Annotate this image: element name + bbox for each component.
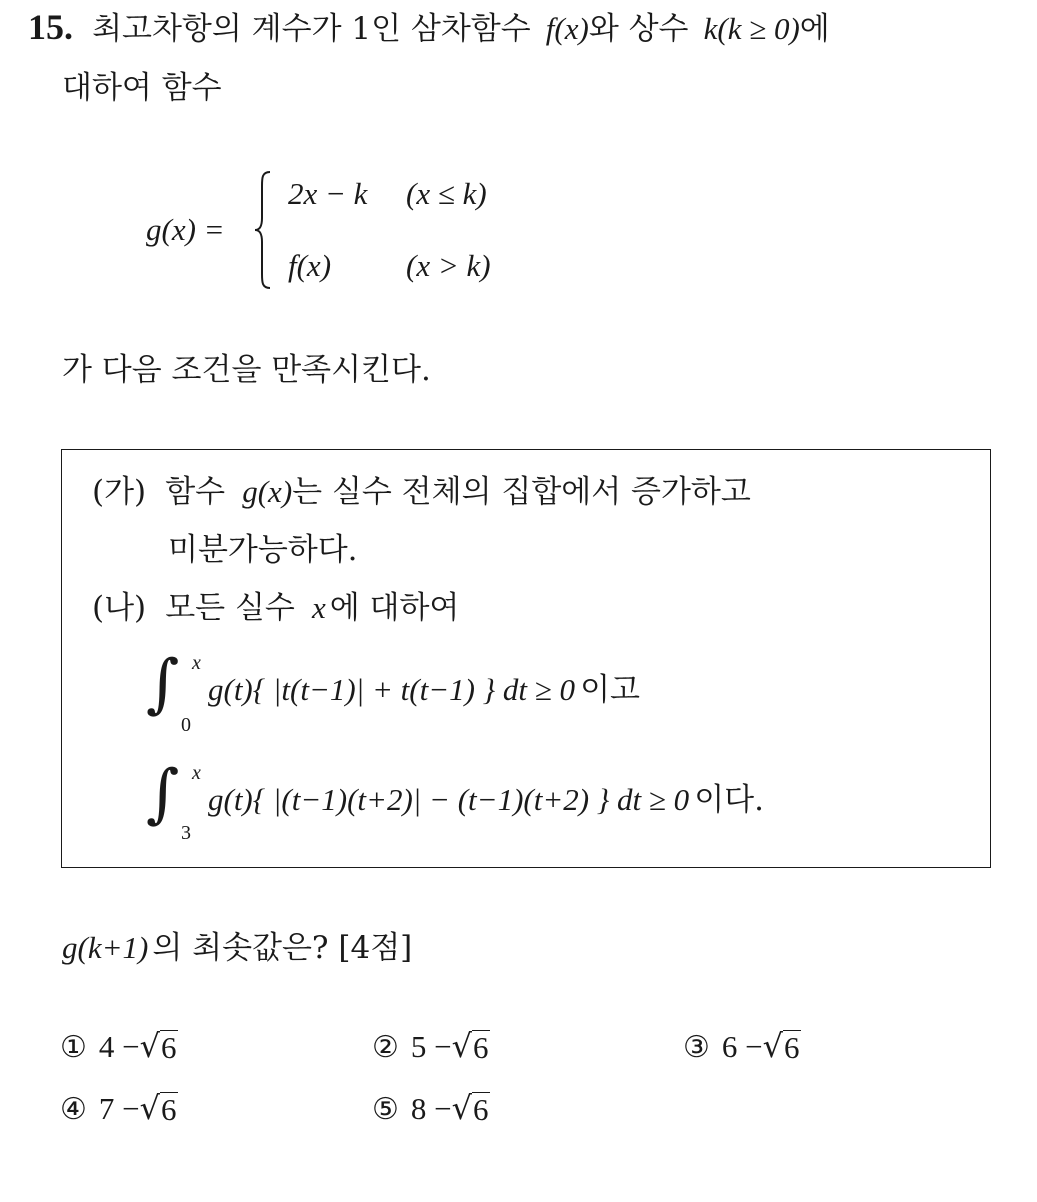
intro-line-2: 대하여 함수 [62, 70, 222, 106]
question-number: 15. [28, 7, 73, 47]
option-5-radicand: 6 [473, 1092, 489, 1127]
option-1-radicand: 6 [161, 1030, 177, 1065]
intro-text-a: 최고차항의 계수가 1인 삼차함수 [92, 11, 531, 47]
integral-1-tail: 이고 [580, 672, 640, 708]
condition-a-g-expression: g(x) [242, 474, 293, 509]
radical-icon: √ [139, 1027, 161, 1065]
integral-2-upper-limit: x [192, 762, 201, 784]
integral-2-body: g(t){ |(t−1)(t+2)| − (t−1)(t+2) } dt ≥ 0 [208, 782, 690, 817]
option-5-marker: ⑤ [372, 1092, 399, 1127]
option-1-prefix: 4 − [98, 1029, 140, 1064]
option-2-prefix: 5 − [410, 1029, 452, 1064]
option-1[interactable] [60, 1026, 178, 1068]
condition-b-text-1: 모든 실수 [165, 590, 295, 626]
question-line-1 [28, 6, 830, 49]
option-1-marker: ① [60, 1030, 87, 1065]
piecewise-row1-condition: (x ≤ k) [406, 176, 487, 211]
option-4-radicand: 6 [161, 1092, 177, 1127]
option-2-sqrt [452, 1026, 490, 1066]
condition-b-x-variable: x [311, 590, 326, 625]
option-4-sqrt [140, 1088, 178, 1128]
option-2[interactable] [372, 1026, 490, 1068]
intro-k-expression: k(k ≥ 0) [703, 11, 800, 46]
piecewise-definition [146, 168, 566, 292]
intro-f-expression: f(x) [545, 11, 589, 46]
option-1-sqrt [140, 1026, 178, 1066]
option-3[interactable] [683, 1026, 801, 1068]
option-2-radicand: 6 [473, 1030, 489, 1065]
radical-icon: √ [762, 1027, 784, 1065]
condition-b-text-2: 에 대하여 [329, 590, 460, 626]
condition-a-text-2: 는 실수 전체의 집합에서 증가하고 [292, 474, 751, 510]
integral-sign-1-icon: ∫ [146, 647, 180, 721]
integral-2-line [208, 780, 764, 820]
condition-b-label: (나) [92, 590, 147, 626]
ask-text: 의 최솟값은? [4점] [152, 930, 413, 966]
integral-1-body: g(t){ |t(t−1)| + t(t−1) } dt ≥ 0 [208, 672, 575, 707]
condition-a-text-1: 함수 [165, 474, 226, 510]
left-brace-icon [252, 170, 274, 290]
option-3-radicand: 6 [784, 1030, 800, 1065]
option-5-prefix: 8 − [410, 1091, 452, 1126]
piecewise-row2-expression: f(x) [288, 248, 332, 283]
option-3-prefix: 6 − [721, 1029, 763, 1064]
radical-icon: √ [139, 1089, 161, 1127]
condition-b-line-1 [92, 588, 459, 628]
option-4-marker: ④ [60, 1092, 87, 1127]
option-2-marker: ② [372, 1030, 399, 1065]
condition-a-label: (가) [92, 474, 147, 510]
after-piecewise-text: 가 다음 조건을 만족시킨다. [62, 352, 431, 388]
integral-1-lower-limit: 0 [181, 714, 191, 736]
ask-expression: g(k+1) [62, 930, 149, 965]
integral-1-upper-limit: x [192, 652, 201, 674]
intro-text-b: 와 상수 [588, 11, 689, 47]
intro-text-c: 에 [799, 11, 830, 47]
option-4[interactable] [60, 1088, 178, 1130]
option-3-marker: ③ [683, 1030, 710, 1065]
integral-sign-2-icon: ∫ [146, 757, 180, 831]
radical-icon: √ [451, 1027, 473, 1065]
option-5[interactable] [372, 1088, 490, 1130]
question-ask [62, 928, 412, 968]
option-3-sqrt [763, 1026, 801, 1066]
condition-a-line-1 [92, 472, 751, 512]
integral-2-tail: 이다. [694, 782, 764, 818]
piecewise-row1-expression: 2x − k [288, 176, 368, 211]
piecewise-row2-condition: (x > k) [406, 248, 491, 283]
option-5-sqrt [452, 1088, 490, 1128]
condition-a-line-2: 미분가능하다. [168, 532, 358, 568]
radical-icon: √ [451, 1089, 473, 1127]
integral-2-lower-limit: 3 [181, 822, 191, 844]
option-4-prefix: 7 − [98, 1091, 140, 1126]
piecewise-lhs: g(x) = [146, 212, 225, 247]
integral-1-line [208, 670, 640, 710]
